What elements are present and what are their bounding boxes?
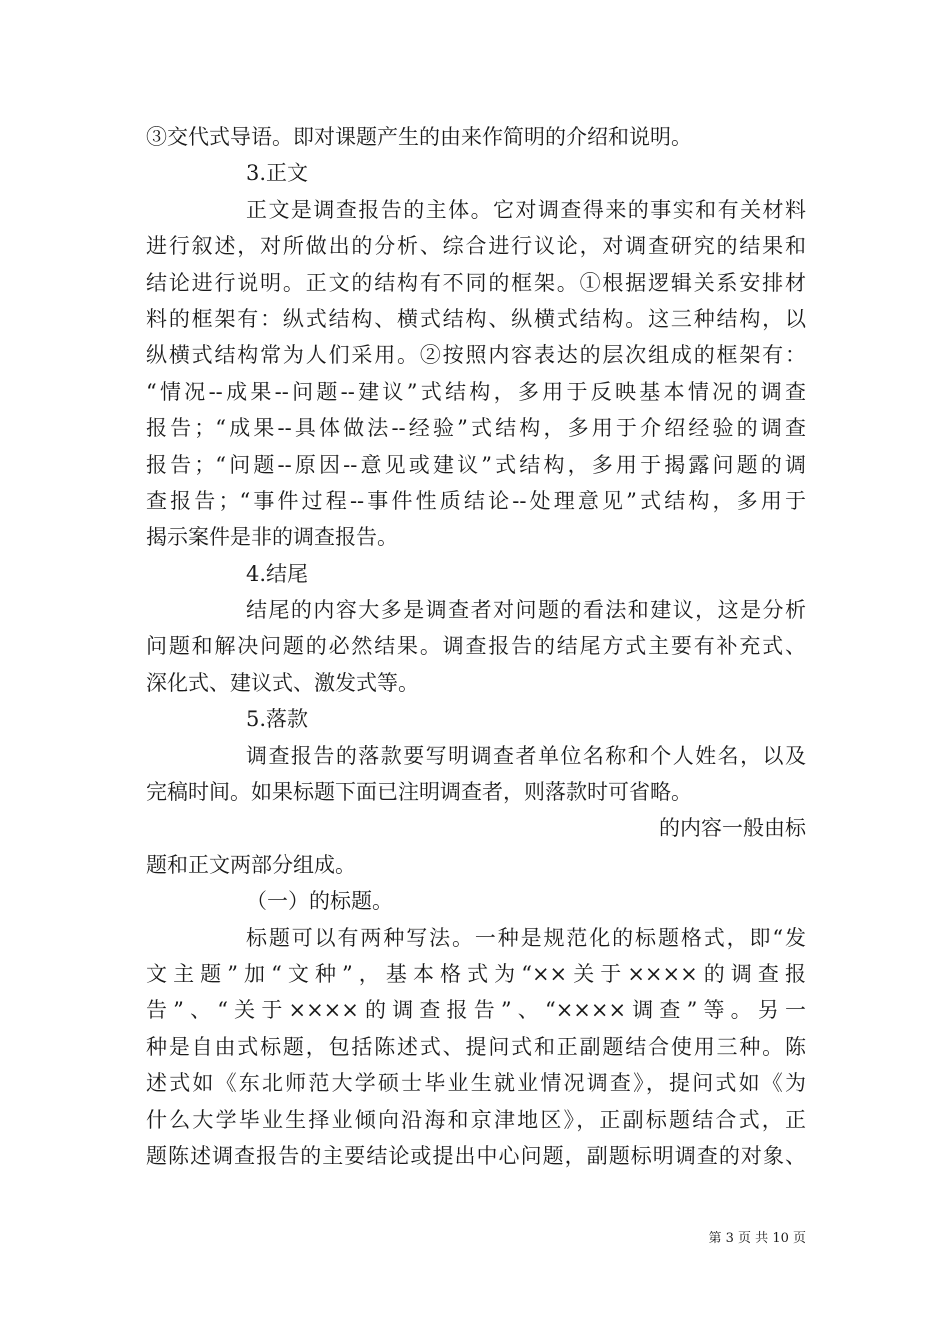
paragraph-line: 深化式、建议式、激发式等。 xyxy=(146,670,419,695)
paragraph-line: 什么大学毕业生择业倾向沿海和京津地区》，正副标题结合式，正 xyxy=(146,1107,806,1132)
paragraph-line: 正文是调查报告的主体。它对调查得来的事实和有关材料 xyxy=(246,197,806,222)
paragraph-line: 题陈述调查报告的主要结论或提出中心问题，副题标明调查的对象、 xyxy=(146,1143,806,1168)
body-text xyxy=(146,119,806,1174)
paragraph-line: 题和正文两部分组成。 xyxy=(146,852,356,877)
paragraph-line: 报告；“成果--具体做法--经验”式结构，多用于介绍经验的调查 xyxy=(146,416,806,441)
paragraph-line: ③交代式导语。即对课题产生的由来作简明的介绍和说明。 xyxy=(146,125,692,149)
section-heading-body: 3.正文 xyxy=(246,161,309,186)
paragraph-line: 结论进行说明。正文的结构有不同的框架。①根据逻辑关系安排材 xyxy=(146,270,806,295)
paragraph-line: 查报告；“事件过程--事件性质结论--处理意见”式结构，多用于 xyxy=(146,488,806,513)
section-heading-ending: 4.结尾 xyxy=(246,561,309,586)
paragraph-line: 标题可以有两种写法。一种是规范化的标题格式，即“发 xyxy=(246,925,806,950)
paragraph-line: 种是自由式标题，包括陈述式、提问式和正副题结合使用三种。陈 xyxy=(146,1034,806,1059)
paragraph-line: 文主题”加“文种”，基本格式为“××关于××××的调查报 xyxy=(146,961,806,986)
paragraph-line: 结尾的内容大多是调查者对问题的看法和建议，这是分析 xyxy=(246,598,806,623)
paragraph-line: 完稿时间。如果标题下面已注明调查者，则落款时可省略。 xyxy=(146,780,692,805)
paragraph-line: 料的框架有：纵式结构、横式结构、纵横式结构。这三种结构，以 xyxy=(146,306,806,331)
paragraph-line: 问题和解决问题的必然结果。调查报告的结尾方式主要有补充式、 xyxy=(146,634,806,659)
paragraph-line: 进行叙述，对所做出的分析、综合进行议论，对调查研究的结果和 xyxy=(146,234,806,259)
paragraph-line: “情况--成果--问题--建议”式结构，多用于反映基本情况的调查 xyxy=(146,379,806,404)
paragraph-line: 报告；“问题--原因--意见或建议”式结构，多用于揭露问题的调 xyxy=(146,452,806,477)
paragraph-line: 调查报告的落款要写明调查者单位名称和个人姓名，以及 xyxy=(246,743,806,768)
paragraph-line: 揭示案件是非的调查报告。 xyxy=(146,525,398,550)
section-heading-signature: 5.落款 xyxy=(246,707,309,732)
paragraph-line: 纵横式结构常为人们采用。②按照内容表达的层次组成的框架有： xyxy=(146,343,806,368)
section-heading-title: （一）的标题。 xyxy=(246,889,393,914)
paragraph-line: 的内容一般由标 xyxy=(659,816,806,841)
page-number-footer: 第 3 页 共 10 页 xyxy=(708,1231,806,1246)
paragraph-line: 述式如《东北师范大学硕士毕业生就业情况调查》，提问式如《为 xyxy=(146,1071,806,1096)
paragraph-line: 告”、“关于××××的调查报告”、“××××调查”等。另一 xyxy=(146,998,806,1023)
